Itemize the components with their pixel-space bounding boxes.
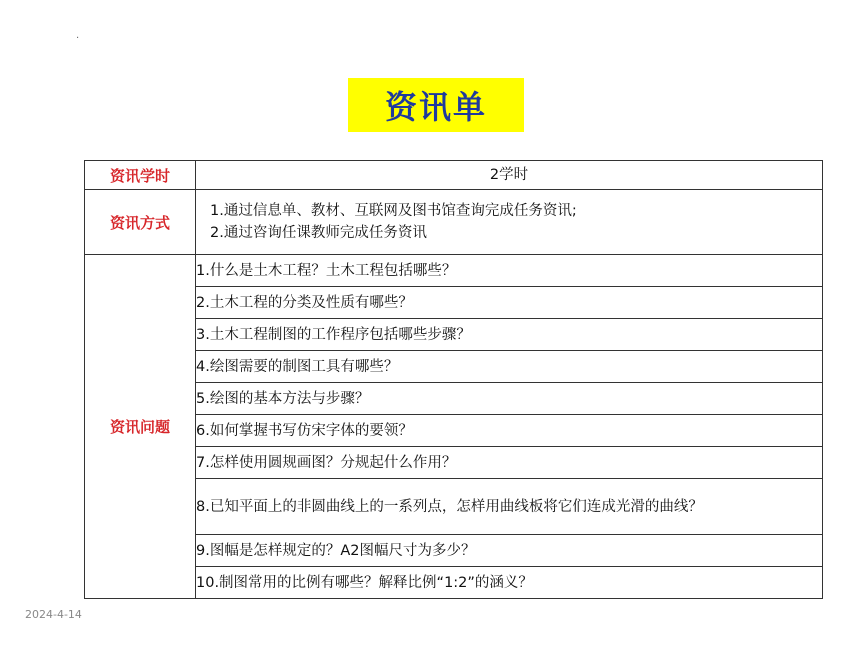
decorative-dot: . (76, 30, 80, 41)
table-row (85, 415, 823, 447)
table-row (85, 287, 823, 319)
question-item: 2.土木工程的分类及性质有哪些？ (196, 287, 823, 319)
table-row (85, 383, 823, 415)
info-table (84, 160, 823, 599)
label-method: 资讯方式 (85, 190, 196, 255)
value-hours: 2学时 (196, 161, 823, 190)
question-item: 5.绘图的基本方法与步骤？ (196, 383, 823, 415)
question-item: 1.什么是土木工程？土木工程包括哪些？ (196, 255, 823, 287)
table-row (85, 535, 823, 567)
table-row-method (85, 190, 823, 255)
question-item: 3.土木工程制图的工作程序包括哪些步骤？ (196, 319, 823, 351)
question-item: 4.绘图需要的制图工具有哪些？ (196, 351, 823, 383)
question-item: 10.制图常用的比例有哪些？解释比例“1:2”的涵义？ (196, 567, 823, 599)
method-line: 2.通过咨询任课教师完成任务资讯 (210, 225, 427, 241)
value-method (196, 190, 823, 255)
table-row-hours (85, 161, 823, 190)
method-line: 1.通过信息单、教材、互联网及图书馆查询完成任务资讯; (210, 203, 577, 219)
footer-date: 2024-4-14 (25, 608, 82, 621)
table-row (85, 351, 823, 383)
question-item: 6.如何掌握书写仿宋字体的要领？ (196, 415, 823, 447)
question-item: 8.已知平面上的非圆曲线上的一系列点，怎样用曲线板将它们连成光滑的曲线？ (196, 479, 823, 535)
label-hours: 资讯学时 (85, 161, 196, 190)
title-banner (348, 78, 524, 132)
table-row (85, 479, 823, 535)
label-questions: 资讯问题 (85, 255, 196, 599)
table-row (85, 255, 823, 287)
table-row (85, 447, 823, 479)
table-row (85, 319, 823, 351)
question-item: 7.怎样使用圆规画图？分规起什么作用？ (196, 447, 823, 479)
page-title: 资讯单 (384, 88, 487, 126)
question-item: 9.图幅是怎样规定的？A2图幅尺寸为多少？ (196, 535, 823, 567)
table-row (85, 567, 823, 599)
